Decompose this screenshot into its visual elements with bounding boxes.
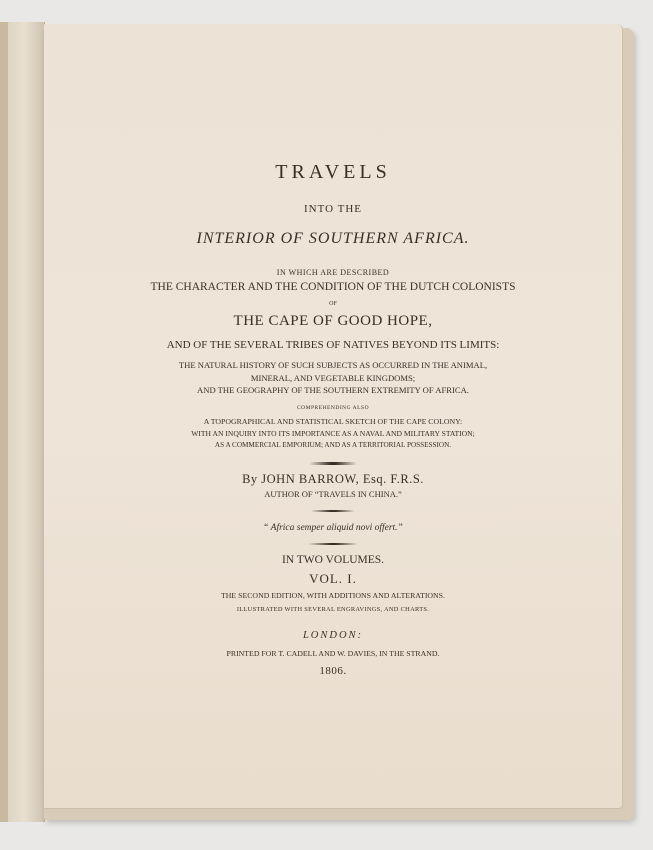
of-line: OF — [329, 301, 337, 307]
into-the-line: INTO THE — [303, 203, 362, 215]
cape-line: THE CAPE OF GOOD HOPE, — [233, 313, 433, 329]
author-line: By JOHN BARROW, Esq. F.R.S. — [242, 472, 424, 486]
ornamental-rule — [309, 462, 357, 465]
book-subtitle: INTERIOR OF SOUTHERN AFRICA. — [196, 230, 470, 247]
edition-line: THE SECOND EDITION, WITH ADDITIONS AND ALTERATIONS. — [221, 591, 445, 600]
inquiry-line: WITH AN INQUIRY INTO ITS IMPORTANCE AS A NAVAL AND MILITARY STATION; — [191, 429, 475, 438]
left-page-edge — [0, 22, 45, 822]
sketch-line: A TOPOGRAPHICAL AND STATISTICAL SKETCH OF THE CAPE COLONY: — [203, 417, 463, 426]
ornamental-rule — [308, 543, 358, 545]
tribes-line: AND OF THE SEVERAL TRIBES OF NATIVES BEYOND ITS LIMITS: — [166, 339, 500, 351]
geography-line: AND THE GEOGRAPHY OF THE SOUTHERN EXTREMITY OF AFRICA. — [197, 385, 469, 395]
kingdoms-line: MINERAL, AND VEGETABLE KINGDOMS; — [250, 373, 416, 383]
natural-history-line: THE NATURAL HISTORY OF SUCH SUBJECTS AS OCCURRED IN THE ANIMAL, — [178, 360, 488, 370]
illustrated-line: ILLUSTRATED WITH SEVERAL ENGRAVINGS, AND CHARTS. — [236, 606, 430, 613]
ornamental-rule — [311, 510, 355, 512]
emporium-line: AS A COMMERCIAL EMPORIUM; AND AS A TERRITORIAL POSSESSION. — [214, 441, 452, 449]
year-line: 1806. — [319, 665, 347, 677]
title-page — [44, 24, 623, 809]
volumes-line: IN TWO VOLUMES. — [281, 554, 385, 566]
character-line: THE CHARACTER AND THE CONDITION OF THE DUTCH COLONISTS — [150, 281, 516, 293]
latin-motto: “ Africa semper aliquid novi offert.” — [263, 523, 403, 533]
comprehending-line: COMPREHENDING ALSO — [296, 405, 370, 411]
book-title: TRAVELS — [275, 161, 391, 183]
printer-line: PRINTED FOR T. CADELL AND W. DAVIES, IN THE STRAND. — [226, 649, 440, 658]
author-of-line: AUTHOR OF “TRAVELS IN CHINA.” — [264, 489, 402, 499]
place-line: LONDON: — [302, 630, 364, 641]
in-which-line: IN WHICH ARE DESCRIBED — [276, 268, 390, 277]
volume-number: VOL. I. — [309, 571, 357, 586]
